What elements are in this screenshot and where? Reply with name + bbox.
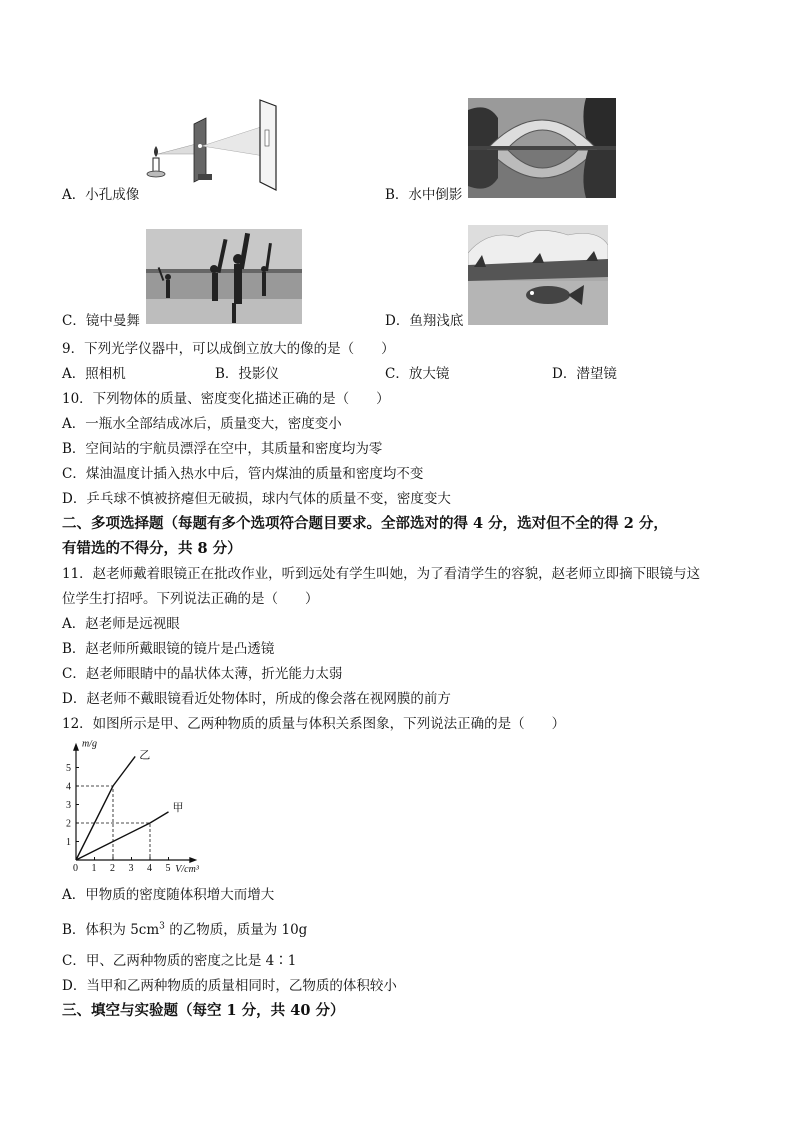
q11-option-c[interactable]: C．赵老师眼睛中的晶状体太薄，折光能力太弱 <box>62 666 343 682</box>
q9-option-a[interactable]: A．照相机 <box>62 366 126 382</box>
x-tick-label: 2 <box>110 863 115 874</box>
series-line-jia <box>76 812 169 860</box>
q12-option-d[interactable]: D．当甲和乙两种物质的质量相同时，乙物质的体积较小 <box>62 978 397 994</box>
q10-option-b[interactable]: B．空间站的宇航员漂浮在空中，其质量和密度均为零 <box>62 441 383 457</box>
x-tick-label: 3 <box>128 863 134 874</box>
mass-volume-chart <box>60 740 220 876</box>
y-tick-label: 2 <box>66 818 71 830</box>
q9-stem: 9．下列光学仪器中，可以成倒立放大的像的是（ ） <box>62 341 395 357</box>
q12-stem: 12．如图所示是甲、乙两种物质的质量与体积关系图象，下列说法正确的是（ ） <box>62 716 566 732</box>
q9-option-b[interactable]: B．投影仪 <box>215 366 279 382</box>
series-label: 乙 <box>139 749 151 762</box>
q8-option-c[interactable]: C．镜中曼舞 <box>62 313 140 329</box>
bridge-reflection-photo <box>468 98 616 198</box>
x-tick-label: 5 <box>165 863 171 874</box>
q12-option-b-text-post: 的乙物质，质量为 10g <box>164 922 308 938</box>
q8-option-b[interactable]: B．水中倒影 <box>385 187 463 203</box>
x-axis-arrow <box>189 857 197 863</box>
x-tick-label: 0 <box>73 863 78 874</box>
x-tick-label: 4 <box>147 863 152 874</box>
q8-option-d[interactable]: D．鱼翔浅底 <box>385 313 464 329</box>
q8-option-a[interactable]: A．小孔成像 <box>62 187 140 203</box>
q11-option-d[interactable]: D．赵老师不戴眼镜看近处物体时，所成的像会落在视网膜的前方 <box>62 691 451 707</box>
q11-option-a[interactable]: A．赵老师是远视眼 <box>62 616 180 632</box>
q12-option-b-sup: 3 <box>159 921 165 932</box>
q9-option-c[interactable]: C．放大镜 <box>385 366 450 382</box>
x-tick-label: 1 <box>91 863 97 874</box>
q10-option-d[interactable]: D．乒乓球不慎被挤瘪但无破损，球内气体的质量不变，密度变大 <box>62 491 451 507</box>
q9-option-d[interactable]: D．潜望镜 <box>552 366 617 382</box>
q11-stem-line1: 11．赵老师戴着眼镜正在批改作业，听到远处有学生叫她，为了看清学生的容貌，赵老师立即摘下眼镜与这 <box>62 566 701 582</box>
x-axis-label: V/cm³ <box>175 864 199 875</box>
q10-option-c[interactable]: C．煤油温度计插入热水中后，管内煤油的质量和密度均不变 <box>62 466 424 482</box>
y-tick-label: 1 <box>66 837 71 848</box>
section2-heading-line2: 有错选的不得分，共 8 分） <box>62 540 242 557</box>
q11-stem-line2: 位学生打招呼。下列说法正确的是（ ） <box>62 591 319 607</box>
fish-shallow-photo <box>468 225 608 325</box>
pinhole-imaging-figure <box>146 96 286 192</box>
y-axis-arrow <box>73 743 79 751</box>
section2-heading-line1: 二、多项选择题（每题有多个选项符合题目要求。全部选对的得 4 分，选对但不全的得 2 分， <box>62 515 668 532</box>
y-tick-label: 3 <box>66 800 71 811</box>
q12-option-b[interactable] <box>62 921 307 939</box>
q12-option-a[interactable]: A．甲物质的密度随体积增大而增大 <box>62 887 275 903</box>
q10-stem: 10．下列物体的质量、密度变化描述正确的是（ ） <box>62 391 390 407</box>
y-tick-label: 5 <box>66 763 71 774</box>
q10-option-a[interactable]: A．一瓶水全部结成冰后，质量变大，密度变小 <box>62 416 342 432</box>
section3-heading: 三、填空与实验题（每空 1 分，共 40 分） <box>62 1002 345 1019</box>
y-axis-label: m/g <box>82 740 97 750</box>
mirror-dance-photo <box>146 229 302 324</box>
q11-option-b[interactable]: B．赵老师所戴眼镜的镜片是凸透镜 <box>62 641 275 657</box>
q12-option-c[interactable]: C．甲、乙两种物质的密度之比是 4∶1 <box>62 953 297 969</box>
series-label: 甲 <box>172 801 184 814</box>
y-tick-label: 4 <box>66 781 71 793</box>
q12-option-b-text-pre: B．体积为 5cm <box>62 922 160 938</box>
